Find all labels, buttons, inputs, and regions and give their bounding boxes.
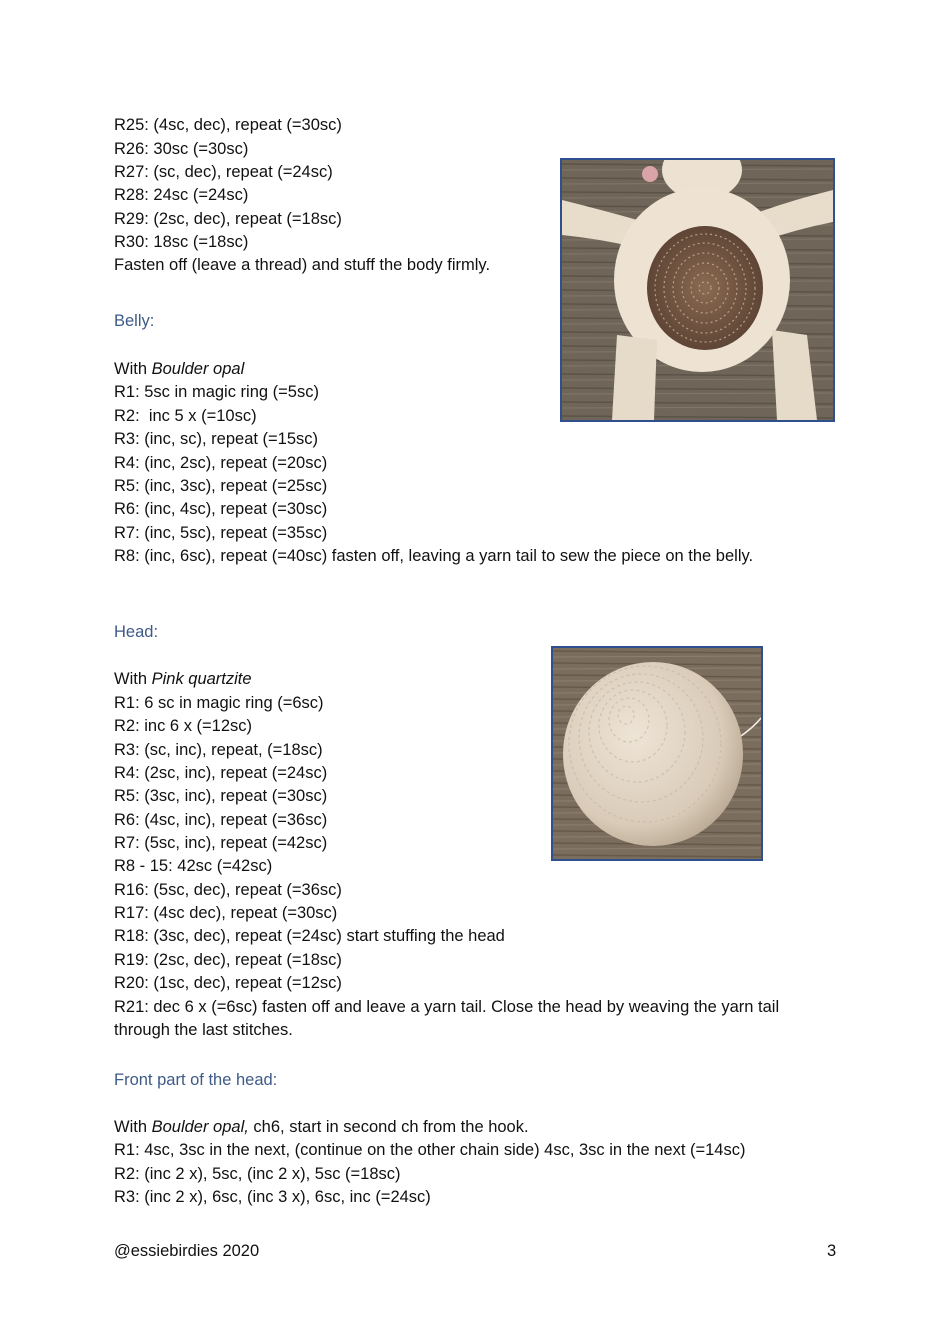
front-head-row: R2: (inc 2 x), 5sc, (inc 2 x), 5sc (=18sc)	[114, 1164, 401, 1183]
head-row: R8 - 15: 42sc (=42sc)	[114, 857, 273, 875]
crochet-body-illustration	[562, 160, 833, 420]
belly-row: R8: (inc, 6sc), repeat (=40sc) fasten off, leaving a yarn tail to sew the piece on the belly.	[114, 547, 754, 565]
belly-row: R6: (inc, 4sc), repeat (=30sc)	[114, 500, 328, 518]
head-row: R5: (3sc, inc), repeat (=30sc)	[114, 787, 328, 805]
body-row: R25: (4sc, dec), repeat (=30sc)	[114, 116, 342, 134]
page-number: 3	[827, 1242, 837, 1260]
belly-yarn-line	[114, 358, 244, 381]
footer-copyright: @essiebirdies 2020	[114, 1242, 260, 1260]
head-row: R17: (4sc dec), repeat (=30sc)	[114, 904, 338, 922]
chain-instruction: ch6, start in second ch from the hook.	[248, 1118, 529, 1136]
belly-row: R7: (inc, 5sc), repeat (=35sc)	[114, 523, 328, 542]
body-row: R29: (2sc, dec), repeat (=18sc)	[114, 209, 342, 228]
head-row: R1: 6 sc in magic ring (=6sc)	[114, 693, 324, 712]
body-row: R27: (sc, dec), repeat (=24sc)	[114, 163, 333, 181]
yarn-name: Boulder opal,	[151, 1118, 249, 1136]
yarn-name: Boulder opal	[151, 360, 245, 378]
body-row: R26: 30sc (=30sc)	[114, 139, 249, 158]
body-photo	[560, 158, 835, 422]
belly-row: R1: 5sc in magic ring (=5sc)	[114, 383, 319, 401]
belly-row: R2: inc 5 x (=10sc)	[114, 406, 257, 425]
head-row: R2: inc 6 x (=12sc)	[114, 717, 253, 735]
head-row: R6: (4sc, inc), repeat (=36sc)	[114, 810, 328, 829]
head-row: R20: (1sc, dec), repeat (=12sc)	[114, 974, 342, 992]
front-head-heading: Front part of the head:	[114, 1071, 278, 1089]
with-label: With	[114, 360, 147, 378]
belly-row: R3: (inc, sc), repeat (=15sc)	[114, 430, 319, 448]
front-head-yarn-line	[114, 1116, 529, 1139]
body-row: R28: 24sc (=24sc)	[114, 186, 249, 204]
head-row: R3: (sc, inc), repeat, (=18sc)	[114, 740, 323, 759]
head-row: R21: dec 6 x (=6sc) fasten off and leave a yarn tail. Close the head by weaving the yarn tail through the last stitches.	[114, 997, 780, 1039]
crochet-ball-illustration	[553, 648, 761, 859]
head-row: R18: (3sc, dec), repeat (=24sc) start stuffing the head	[114, 927, 505, 945]
head-photo	[551, 646, 763, 861]
belly-row: R4: (inc, 2sc), repeat (=20sc)	[114, 453, 328, 472]
body-instruction: Fasten off (leave a thread) and stuff the body firmly.	[114, 256, 491, 274]
head-yarn-line	[114, 668, 252, 691]
head-row: R7: (5sc, inc), repeat (=42sc)	[114, 834, 328, 852]
head-row: R19: (2sc, dec), repeat (=18sc)	[114, 950, 342, 969]
belly-heading: Belly:	[114, 312, 155, 330]
yarn-name: Pink quartzite	[151, 670, 252, 688]
with-label: With	[114, 1118, 147, 1136]
with-label: With	[114, 670, 147, 688]
head-row: R16: (5sc, dec), repeat (=36sc)	[114, 880, 342, 899]
belly-row: R5: (inc, 3sc), repeat (=25sc)	[114, 477, 328, 495]
front-head-row: R1: 4sc, 3sc in the next, (continue on the other chain side) 4sc, 3sc in the next (=14sc)	[114, 1141, 746, 1159]
head-heading: Head:	[114, 623, 159, 641]
head-row: R4: (2sc, inc), repeat (=24sc)	[114, 764, 328, 782]
body-row: R30: 18sc (=18sc)	[114, 233, 249, 251]
front-head-row: R3: (inc 2 x), 6sc, (inc 3 x), 6sc, inc (=24sc)	[114, 1188, 431, 1206]
